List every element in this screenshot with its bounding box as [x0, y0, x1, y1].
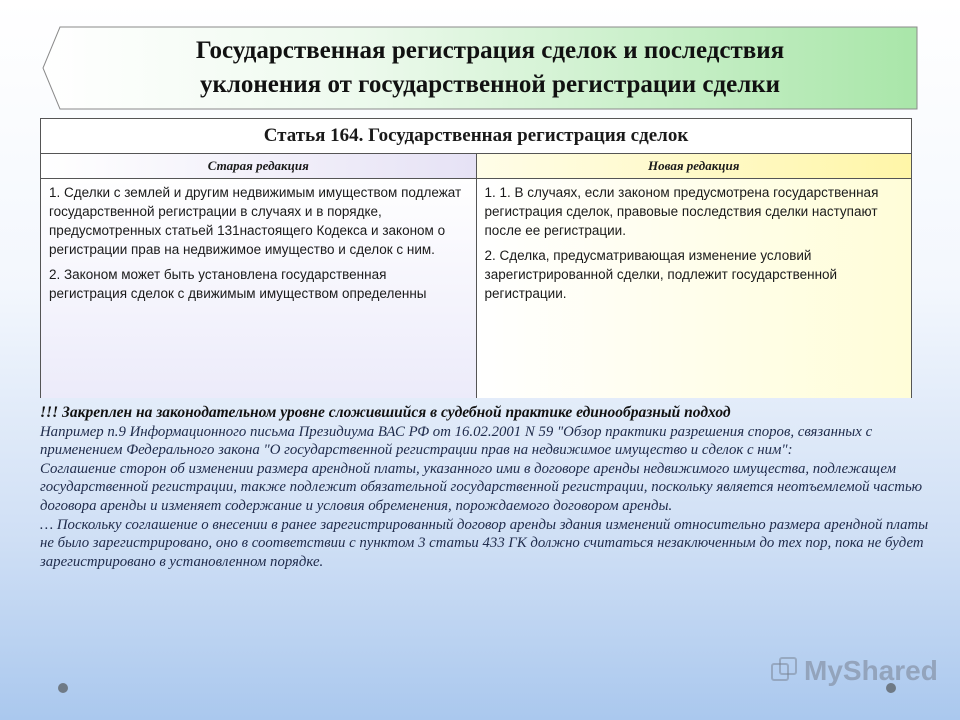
page-title — [72, 34, 908, 102]
new-edition-header: Новая редакция — [477, 154, 912, 178]
title-line-1: Государственная регистрация сделок и последствия — [195, 37, 785, 64]
article-table — [40, 118, 912, 398]
commentary-lead: !!! Закреплен на законодательном уровне сложившийся в судебной практике единообразный подход — [40, 404, 731, 421]
column-headers — [41, 154, 911, 179]
old-paragraph-1: 1. Сделки с землей и другим недвижимым имуществом подлежат государственной регистрации в случаях и в порядке, предусмотренных статьей 131настоящего Кодекса и законом о регистрации прав на недвижимое имущество и сделок с ним. — [49, 185, 462, 257]
left-bullet-dot — [58, 683, 68, 693]
old-edition-header: Старая редакция — [41, 154, 477, 178]
commentary-paragraph-3: … Поскольку соглашение о внесении в ранее зарегистрированный договор аренды здания изменений относительно размера арендной платы не было зарегистрировано, оно в соответствии с пунктом 3 статьи 433 ГК должно считаться незаключенным до тех пор, пока не будет зарегистрировано в установленном порядке. — [40, 516, 929, 570]
commentary-paragraph-2: Соглашение сторон об изменении размера арендной платы, указанного ими в договоре аренды недвижимого имущества, подлежащем государственной регистрации, также подлежит обязательной государственной регистрации, поскольку является неотъемлемой частью договора аренды и изменяет содержание и условия обременения, порождаемого договором аренды. — [40, 460, 923, 514]
commentary-paragraph-1: Например п.9 Информационного письма Президиума ВАС РФ от 16.02.2001 N 59 "Обзор практики разрешения споров, связанных с применением Федерального закона "О государственной регистрации прав на недвижимое имущество и сделок с ним": — [40, 423, 873, 459]
watermark-logo-icon — [770, 656, 800, 686]
title-line-2: уклонения от государственной регистрации сделки — [199, 71, 781, 98]
commentary — [40, 404, 930, 571]
old-edition-text — [41, 179, 477, 398]
old-paragraph-2: 2. Законом может быть установлена государственная регистрация сделок с движимым имуществом определенны — [49, 267, 427, 301]
title-banner — [42, 26, 918, 110]
new-paragraph-1: 1. 1. В случаях, если законом предусмотрена государственная регистрация сделок, правовые последствия сделки наступают после ее регистрации. — [484, 185, 879, 238]
article-title: Статья 164. Государственная регистрация сделок — [41, 119, 911, 154]
edition-columns — [41, 179, 911, 398]
new-edition-text — [477, 179, 912, 398]
watermark-text: MyShared — [804, 655, 938, 686]
new-paragraph-2: 2. Сделка, предусматривающая изменение условий зарегистрированной сделки, подлежит государственной регистрации. — [484, 248, 838, 301]
